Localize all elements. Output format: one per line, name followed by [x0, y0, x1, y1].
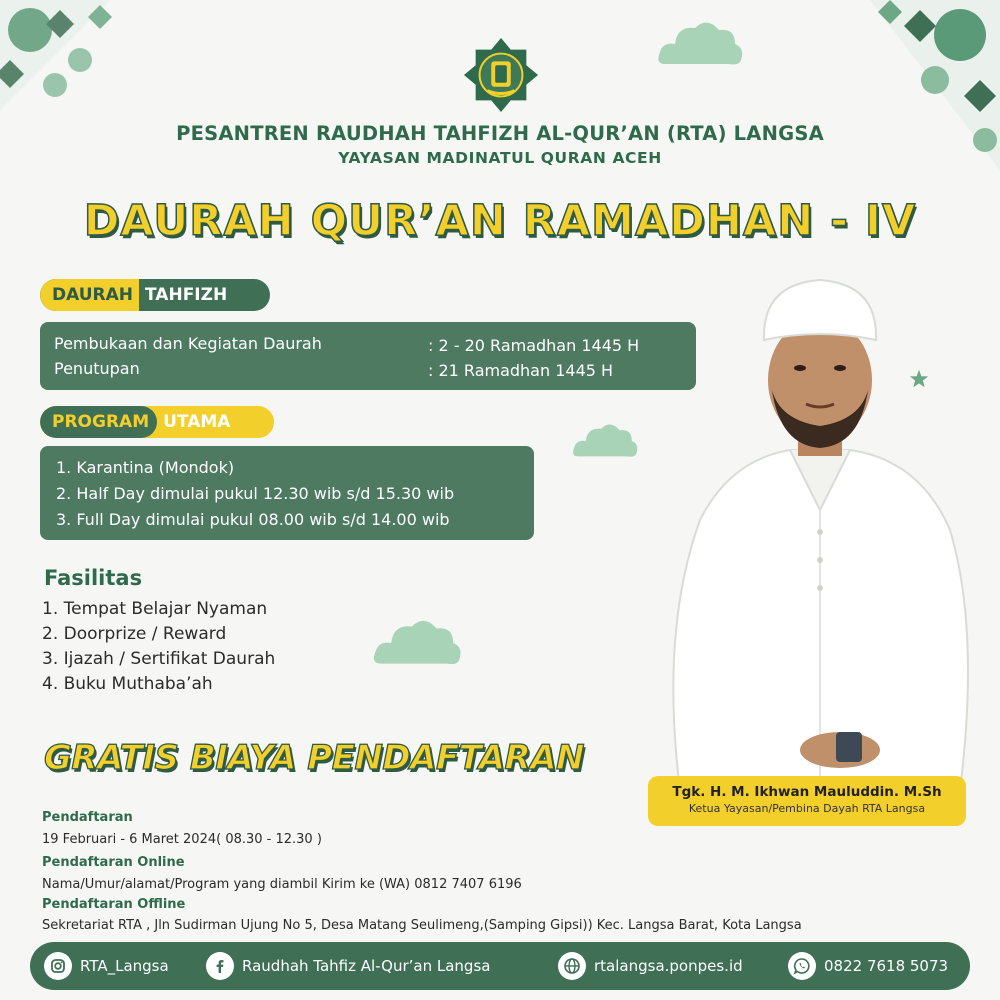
- whatsapp-icon: [788, 952, 816, 980]
- whatsapp-link[interactable]: [788, 952, 948, 980]
- tahfizh-label: TAHFIZH: [145, 285, 228, 305]
- daurah-tahfizh-label: [40, 279, 270, 311]
- program-item: 1. Karantina (Mondok): [56, 458, 235, 477]
- cloud-decoration: [655, 14, 745, 74]
- event-title: DAURAH QUR’AN RAMADHAN - IV: [83, 196, 917, 246]
- schedule-value-closing: : 21 Ramadhan 1445 H: [428, 361, 614, 380]
- program-item: 2. Half Day dimulai pukul 12.30 wib s/d 15.30 wib: [56, 484, 455, 503]
- schedule-box: [40, 322, 696, 390]
- program-box: [40, 446, 534, 540]
- daurah-label: DAURAH: [40, 279, 139, 311]
- contact-footer: [30, 942, 970, 990]
- registration-heading: Pendaftaran: [42, 810, 133, 825]
- facebook-page: Raudhah Tahfiz Al-Qur’an Langsa: [242, 957, 491, 975]
- instagram-handle: RTA_Langsa: [80, 957, 169, 975]
- instagram-link[interactable]: [44, 952, 169, 980]
- speaker-name-card: [648, 776, 966, 826]
- utama-label: UTAMA: [163, 412, 231, 432]
- website-link[interactable]: [558, 952, 743, 980]
- online-registration-text: Nama/Umur/alamat/Program yang diambil Kirim ke (WA) 0812 7407 6196: [42, 877, 522, 892]
- online-registration-heading: Pendaftaran Online: [42, 855, 185, 870]
- registration-dates: 19 Februari - 6 Maret 2024( 08.30 - 12.30 ): [42, 832, 322, 847]
- offline-registration-text: Sekretariat RTA , Jln Sudirman Ujung No 5, Desa Matang Seulimeng,(Samping Gipsi)) Kec. Langsa Barat, Kota Langsa: [42, 918, 802, 933]
- program-item: 3. Full Day dimulai pukul 08.00 wib s/d 14.00 wib: [56, 510, 450, 529]
- speaker-role: Ketua Yayasan/Pembina Dayah RTA Langsa: [688, 802, 926, 815]
- free-registration-banner: GRATIS BIAYA PENDAFTARAN: [44, 738, 584, 778]
- facility-item: 4. Buku Muthaba’ah: [42, 674, 213, 694]
- cloud-decoration: [368, 612, 466, 674]
- foundation-name: YAYASAN MADINATUL QURAN ACEH: [338, 149, 662, 167]
- globe-icon: [558, 952, 586, 980]
- website-url: rtalangsa.ponpes.id: [594, 957, 743, 975]
- facility-item: 2. Doorprize / Reward: [42, 624, 227, 644]
- program-label: PROGRAM: [40, 406, 157, 438]
- program-utama-label: [40, 406, 274, 438]
- facebook-icon: [206, 952, 234, 980]
- offline-registration-heading: Pendaftaran Offline: [42, 897, 186, 912]
- facebook-link[interactable]: [206, 952, 490, 980]
- whatsapp-number: 0822 7618 5073: [824, 957, 949, 975]
- speaker-name: Tgk. H. M. Ikhwan Mauluddin. M.Sh: [672, 784, 942, 800]
- institution-logo: [462, 36, 540, 114]
- cloud-decoration: [565, 418, 645, 464]
- corner-ornament-top-left: [0, 0, 130, 130]
- facility-item: 3. Ijazah / Sertifikat Daurah: [42, 649, 276, 669]
- facilities-title: Fasilitas: [44, 566, 143, 590]
- institution-name: PESANTREN RAUDHAH TAHFIZH AL-QUR’AN (RTA) LANGSA: [176, 122, 824, 145]
- schedule-value-opening: : 2 - 20 Ramadhan 1445 H: [428, 336, 640, 355]
- schedule-label-opening: Pembukaan dan Kegiatan Daurah: [54, 334, 322, 353]
- schedule-label-closing: Penutupan: [54, 359, 140, 378]
- instagram-icon: [44, 952, 72, 980]
- speaker-photo: [640, 270, 1000, 790]
- facility-item: 1. Tempat Belajar Nyaman: [42, 599, 268, 619]
